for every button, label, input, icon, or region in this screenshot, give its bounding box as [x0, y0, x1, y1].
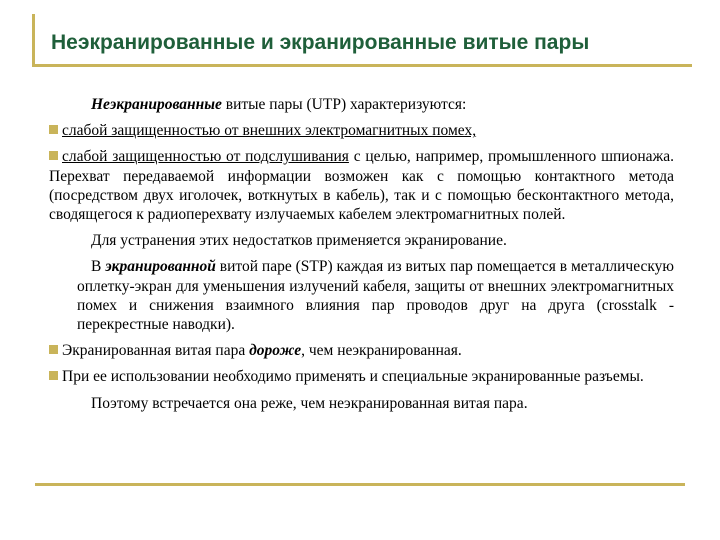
bullet-text: При ее использовании необходимо применять и специальные экранированные разъемы.	[62, 368, 644, 386]
bullet-text: слабой защищенностью от внешних электромагнитных помех,	[62, 122, 477, 140]
intro-text: витые пары (UTP) характеризуются:	[221, 96, 467, 113]
page-title: Неэкранированные и экранированные витые пары	[51, 31, 590, 54]
slide-body	[49, 95, 674, 420]
square-bullet-icon	[49, 125, 58, 134]
stp-emphasis: экранированной	[105, 258, 216, 276]
bullet-weak-emi-protection	[49, 121, 674, 140]
bullet-more-expensive	[49, 341, 674, 360]
bullet-eavesdropping	[49, 147, 674, 224]
title-divider	[32, 64, 692, 67]
bullet-emphasis: дороже	[249, 342, 302, 360]
intro-paragraph	[77, 95, 674, 114]
shielding-paragraph: Для устранения этих недостатков применяется экранирование.	[91, 232, 507, 250]
stp-paragraph	[77, 257, 674, 334]
bottom-divider	[35, 483, 685, 486]
square-bullet-icon	[49, 345, 58, 354]
stp-text: витой паре (STP) каждая из витых пар помещается в металлическую оплетку-экран для уменьшения излучений кабеля, защиты от внешних электромагнитных помех и снижения взаимного влияния пар проводов друг на друга (crosstalk - перекрестные наводки).	[77, 258, 674, 334]
bullet-special-connectors	[49, 367, 674, 386]
bullet-underlined-text: слабой защищенностью от подслушивания	[62, 148, 349, 166]
intro-emphasis: Неэкранированные	[91, 96, 222, 113]
stp-lead: В	[91, 258, 106, 276]
title-frame	[32, 14, 695, 64]
square-bullet-icon	[49, 151, 58, 160]
bullet-text: , чем неэкранированная.	[301, 342, 462, 360]
square-bullet-icon	[49, 371, 58, 380]
bullet-text: с целью, например, промышленного шпионажа. Перехват передаваемой информации возможен как с помощью контактного метода (посредством двух иголочек, воткнутых в кабель), так и с помощью бесконтактного метода, сводящегося к радиоперехвату излучаемых кабелем электромагнитных полей.	[49, 148, 674, 224]
bullet-lead: Экранированная витая пара	[62, 342, 250, 360]
conclusion-paragraph: Поэтому встречается она реже, чем неэкранированная витая пара.	[91, 394, 528, 412]
